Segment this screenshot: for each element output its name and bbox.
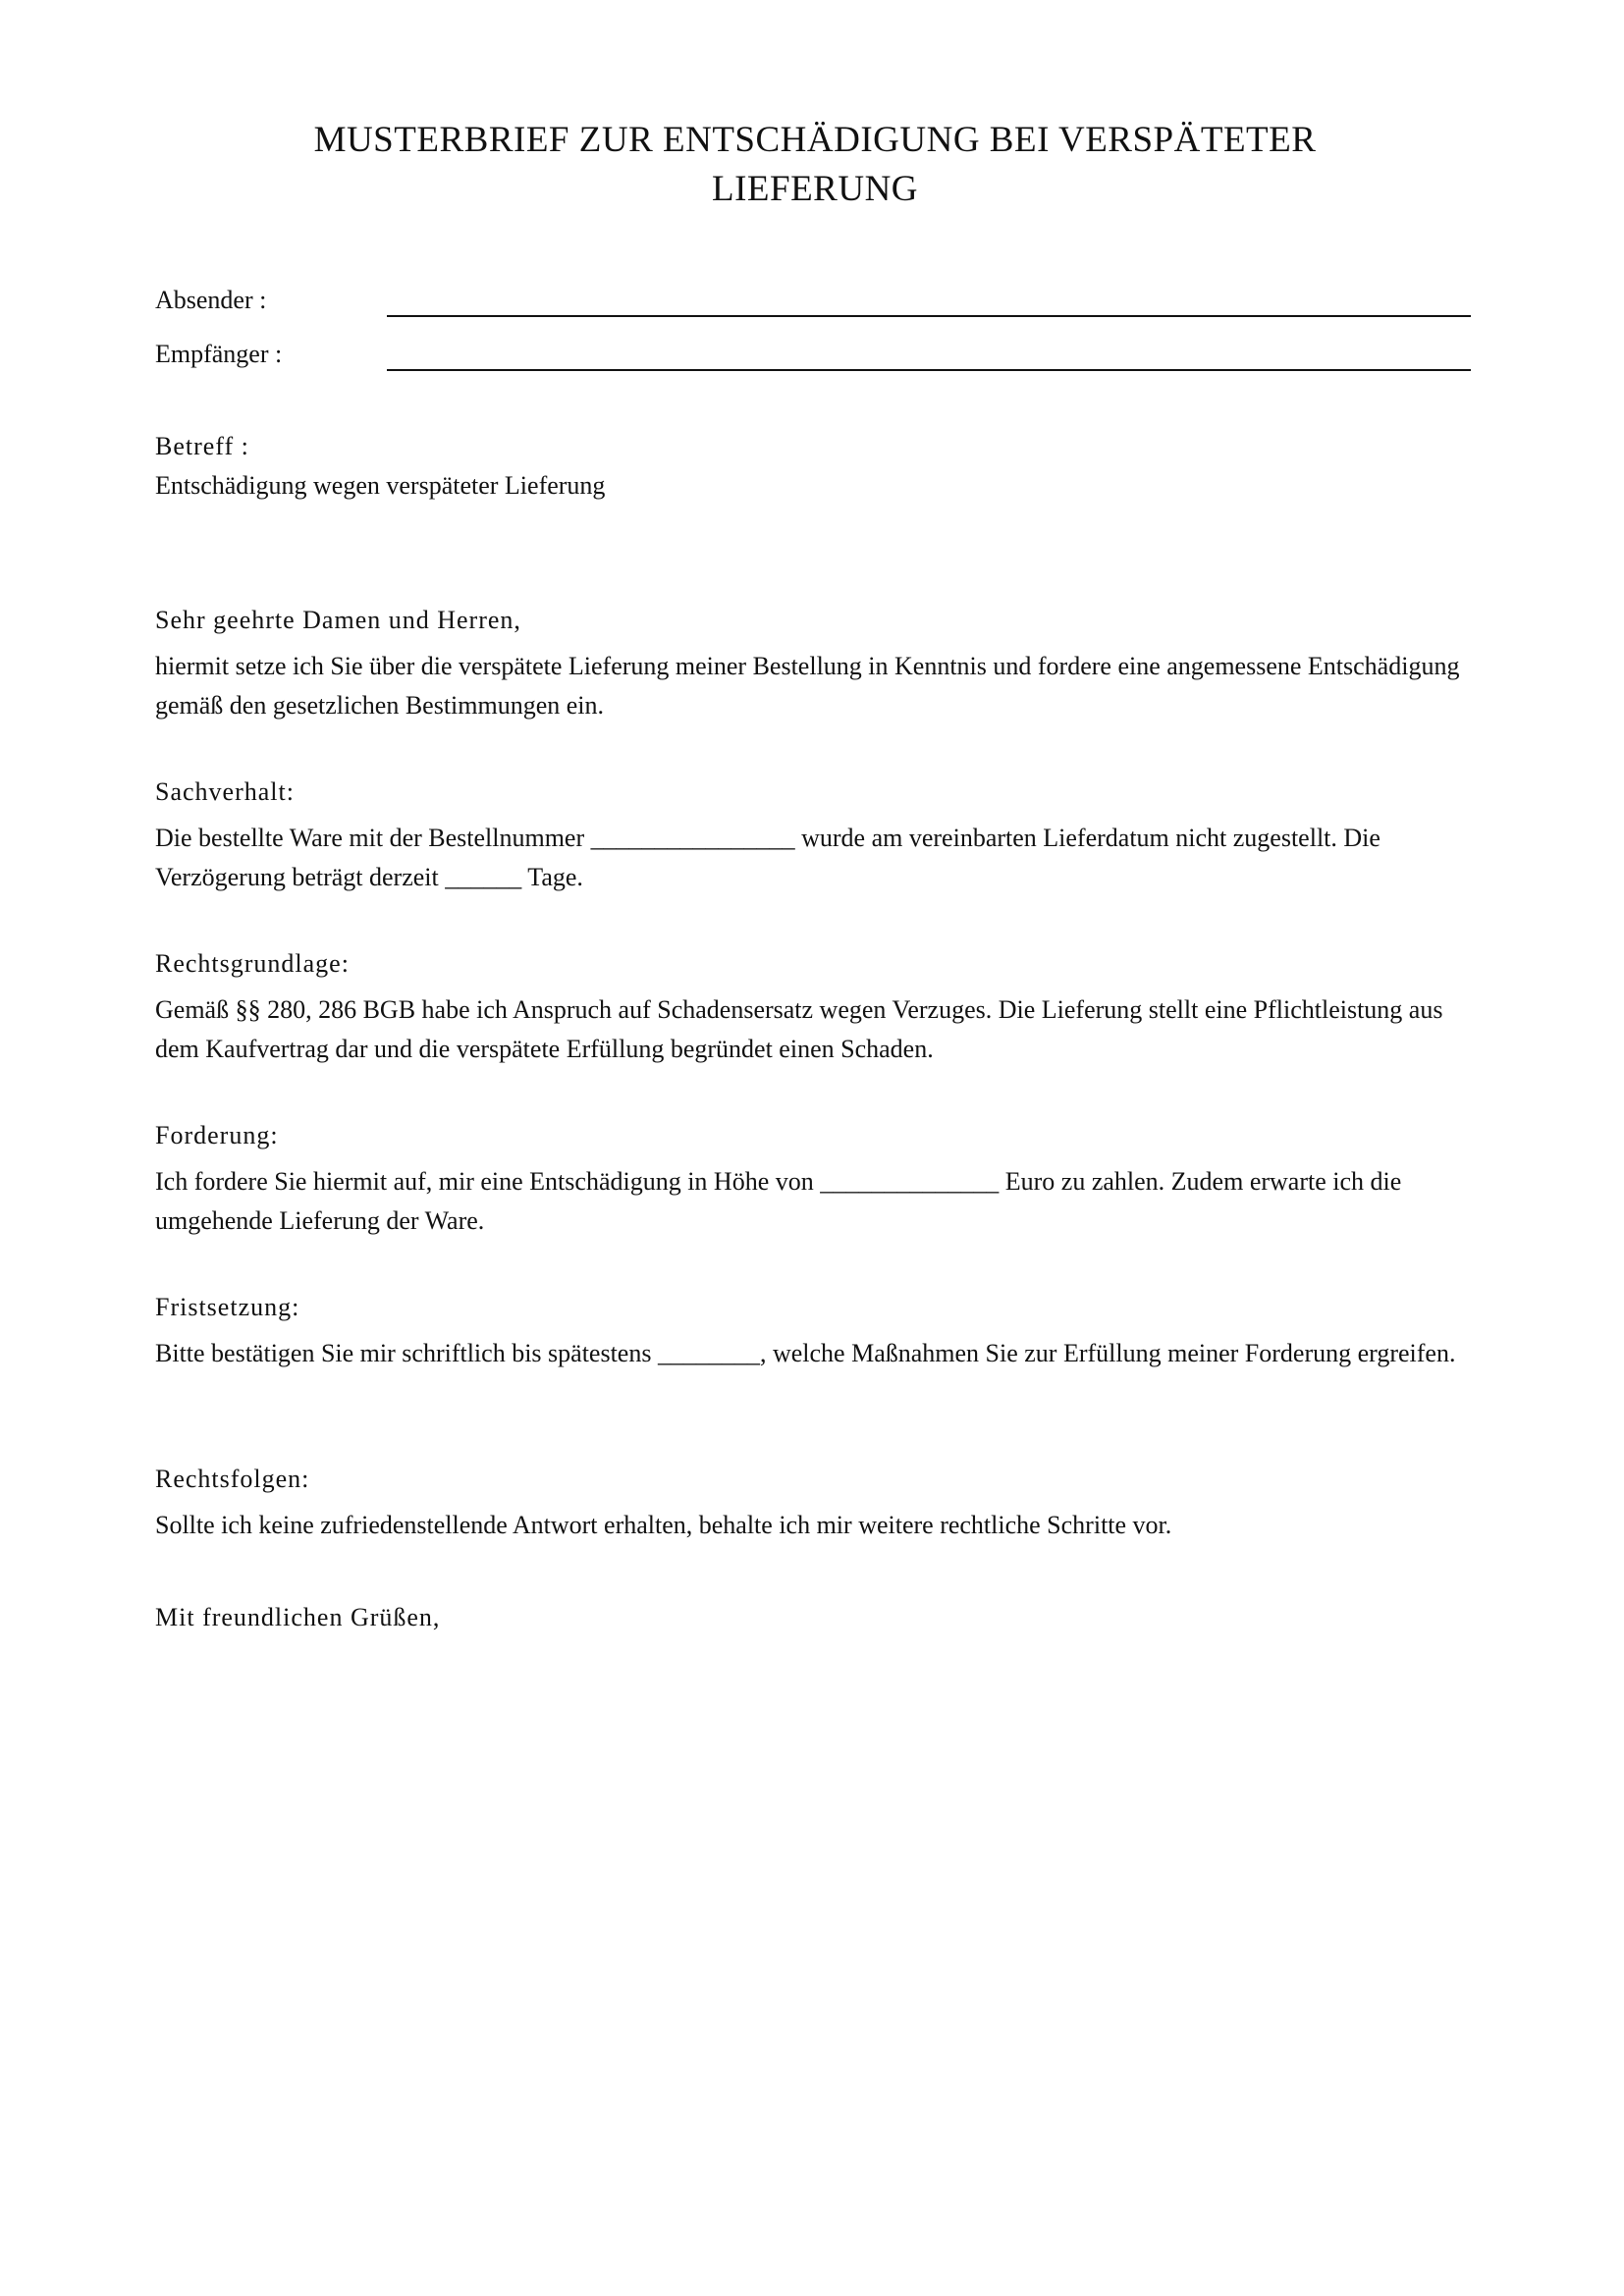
sender-line <box>387 315 1471 317</box>
recipient-line <box>387 369 1471 371</box>
section-heading-rechtsfolgen: Rechtsfolgen: <box>155 1465 310 1493</box>
section-text-forderung: Ich fordere Sie hiermit auf, mir eine Entschädigung in Höhe von ______________ Euro zu zahlen. Zudem erwarte ich die umgehende Lieferung der Ware. <box>155 1167 1402 1235</box>
recipient-label: Empfänger : <box>155 340 283 368</box>
document-title: MUSTERBRIEF ZUR ENTSCHÄDIGUNG BEI VERSPÄTETER LIEFERUNG <box>313 120 1317 209</box>
section-heading-fristsetzung: Fristsetzung: <box>155 1293 300 1321</box>
closing: Mit freundlichen Grüßen, <box>155 1603 441 1631</box>
section-text-rechtsfolgen: Sollte ich keine zufriedenstellende Antwort erhalten, behalte ich mir weitere rechtliche Schritte vor. <box>155 1511 1172 1539</box>
section-text-rechtsgrundlage: Gemäß §§ 280, 286 BGB habe ich Anspruch auf Schadensersatz wegen Verzuges. Die Lieferung stellt eine Pflichtleistung aus dem Kaufvertrag dar und die verspätete Erfüllung begründet einen Schaden. <box>155 995 1443 1063</box>
recipient-field <box>155 337 1471 376</box>
section-text-fristsetzung: Bitte bestätigen Sie mir schriftlich bis spätestens ________, welche Maßnahmen Sie zur Erfüllung meiner Forderung ergreifen. <box>155 1339 1456 1367</box>
salutation: Sehr geehrte Damen und Herren, <box>155 606 521 634</box>
section-heading-rechtsgrundlage: Rechtsgrundlage: <box>155 949 350 978</box>
section-text-sachverhalt: Die bestellte Ware mit der Bestellnummer ________________ wurde am vereinbarten Lieferdatum nicht zugestellt. Die Verzögerung beträgt derzeit ______ Tage. <box>155 824 1380 891</box>
subject-label: Betreff : <box>155 432 249 460</box>
section-heading-sachverhalt: Sachverhalt: <box>155 777 295 806</box>
sender-field <box>155 283 1471 322</box>
subject-text: Entschädigung wegen verspäteter Lieferung <box>155 471 606 500</box>
intro-paragraph: hiermit setze ich Sie über die verspätete Lieferung meiner Bestellung in Kenntnis und fordere eine angemessene Entschädigung gemäß den gesetzlichen Bestimmungen ein. <box>155 652 1460 720</box>
section-heading-forderung: Forderung: <box>155 1121 279 1149</box>
sender-label: Absender : <box>155 286 267 314</box>
